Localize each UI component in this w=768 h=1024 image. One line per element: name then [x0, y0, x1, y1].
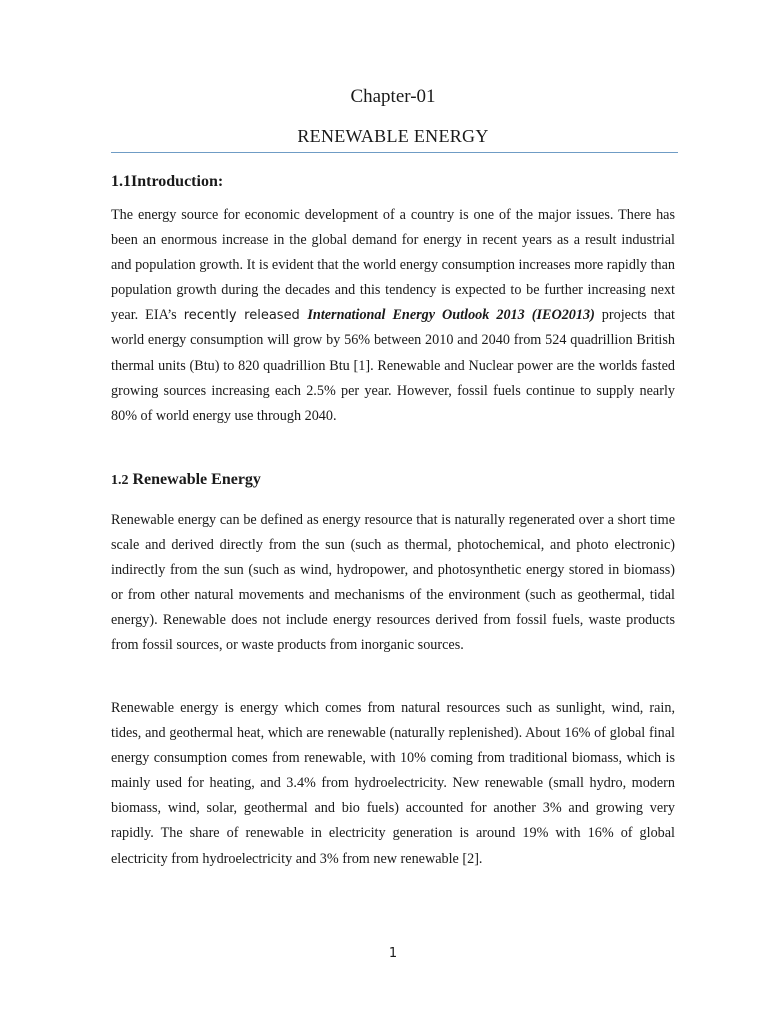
- page-number: 1: [388, 946, 398, 961]
- renewable-definition-paragraph: Renewable energy can be defined as energy resource that is naturally regenerated over a short time scale and derived directly from the sun (such as thermal, photochemical, and photo electronic) indirectly from the sun (such as wind, hydropower, and photosynthetic energy stored in biomass) or from other natural movements and mechanisms of the environment (such as geothermal, tidal energy). Renewable does not include energy resources derived from fossil fuels, waste products from fossil sources, or waste products from inorganic sources.: [111, 512, 675, 654]
- section-number: 1.2: [111, 473, 129, 488]
- renewable-statistics-paragraph: Renewable energy is energy which comes from natural resources such as sunlight, wind, rain, tides, and geothermal heat, which are renewable (naturally replenished). About 16% of global final energy consumption comes from renewable, with 10% coming from traditional biomass, which is mainly used for heating, and 3.4% from hydroelectricity. New renewable (small hydro, modern biomass, wind, solar, geothermal and bio fuels) accounted for another 3% and growing very rapidly. The share of renewable in electricity generation is around 19% with 16% of global electricity from hydroelectricity and 3% from new renewable [2].: [111, 700, 675, 867]
- paragraph-text: projects that world energy consumption will grow by 56% between 2010 and 2040 from 524 quadrillion British thermal units (Btu) to 820 quadrillion Btu [1]. Renewable and Nuclear power are the worlds fasted growing sources increasing each 2.5% per year. However, fossil fuels continue to supply nearly 80% of world energy use through 2040.: [111, 307, 675, 424]
- section-title: Renewable Energy: [132, 471, 261, 488]
- report-title: International Energy Outlook 2013 (IEO2013): [307, 307, 595, 324]
- chapter-title: RENEWABLE ENERGY: [297, 126, 489, 146]
- chapter-label: Chapter-01: [350, 86, 436, 107]
- paragraph-text: recently released: [183, 308, 308, 324]
- section-number: 1.1: [111, 173, 131, 190]
- introduction-paragraph: [111, 203, 675, 429]
- paragraph-text: The energy source for economic development of a country is one of the major issues. There has been an enormous increase in the global demand for energy in recent years as a result industrial and population growth. It is evident that the world energy consumption increases more rapidly than population growth during the decades and this tendency is expected to be further increasing next year. EIA’s: [111, 207, 675, 324]
- section-heading-renewable-energy: [111, 471, 261, 489]
- title-divider: [111, 152, 678, 153]
- section-title: Introduction:: [131, 173, 224, 190]
- section-heading-introduction: [111, 173, 223, 191]
